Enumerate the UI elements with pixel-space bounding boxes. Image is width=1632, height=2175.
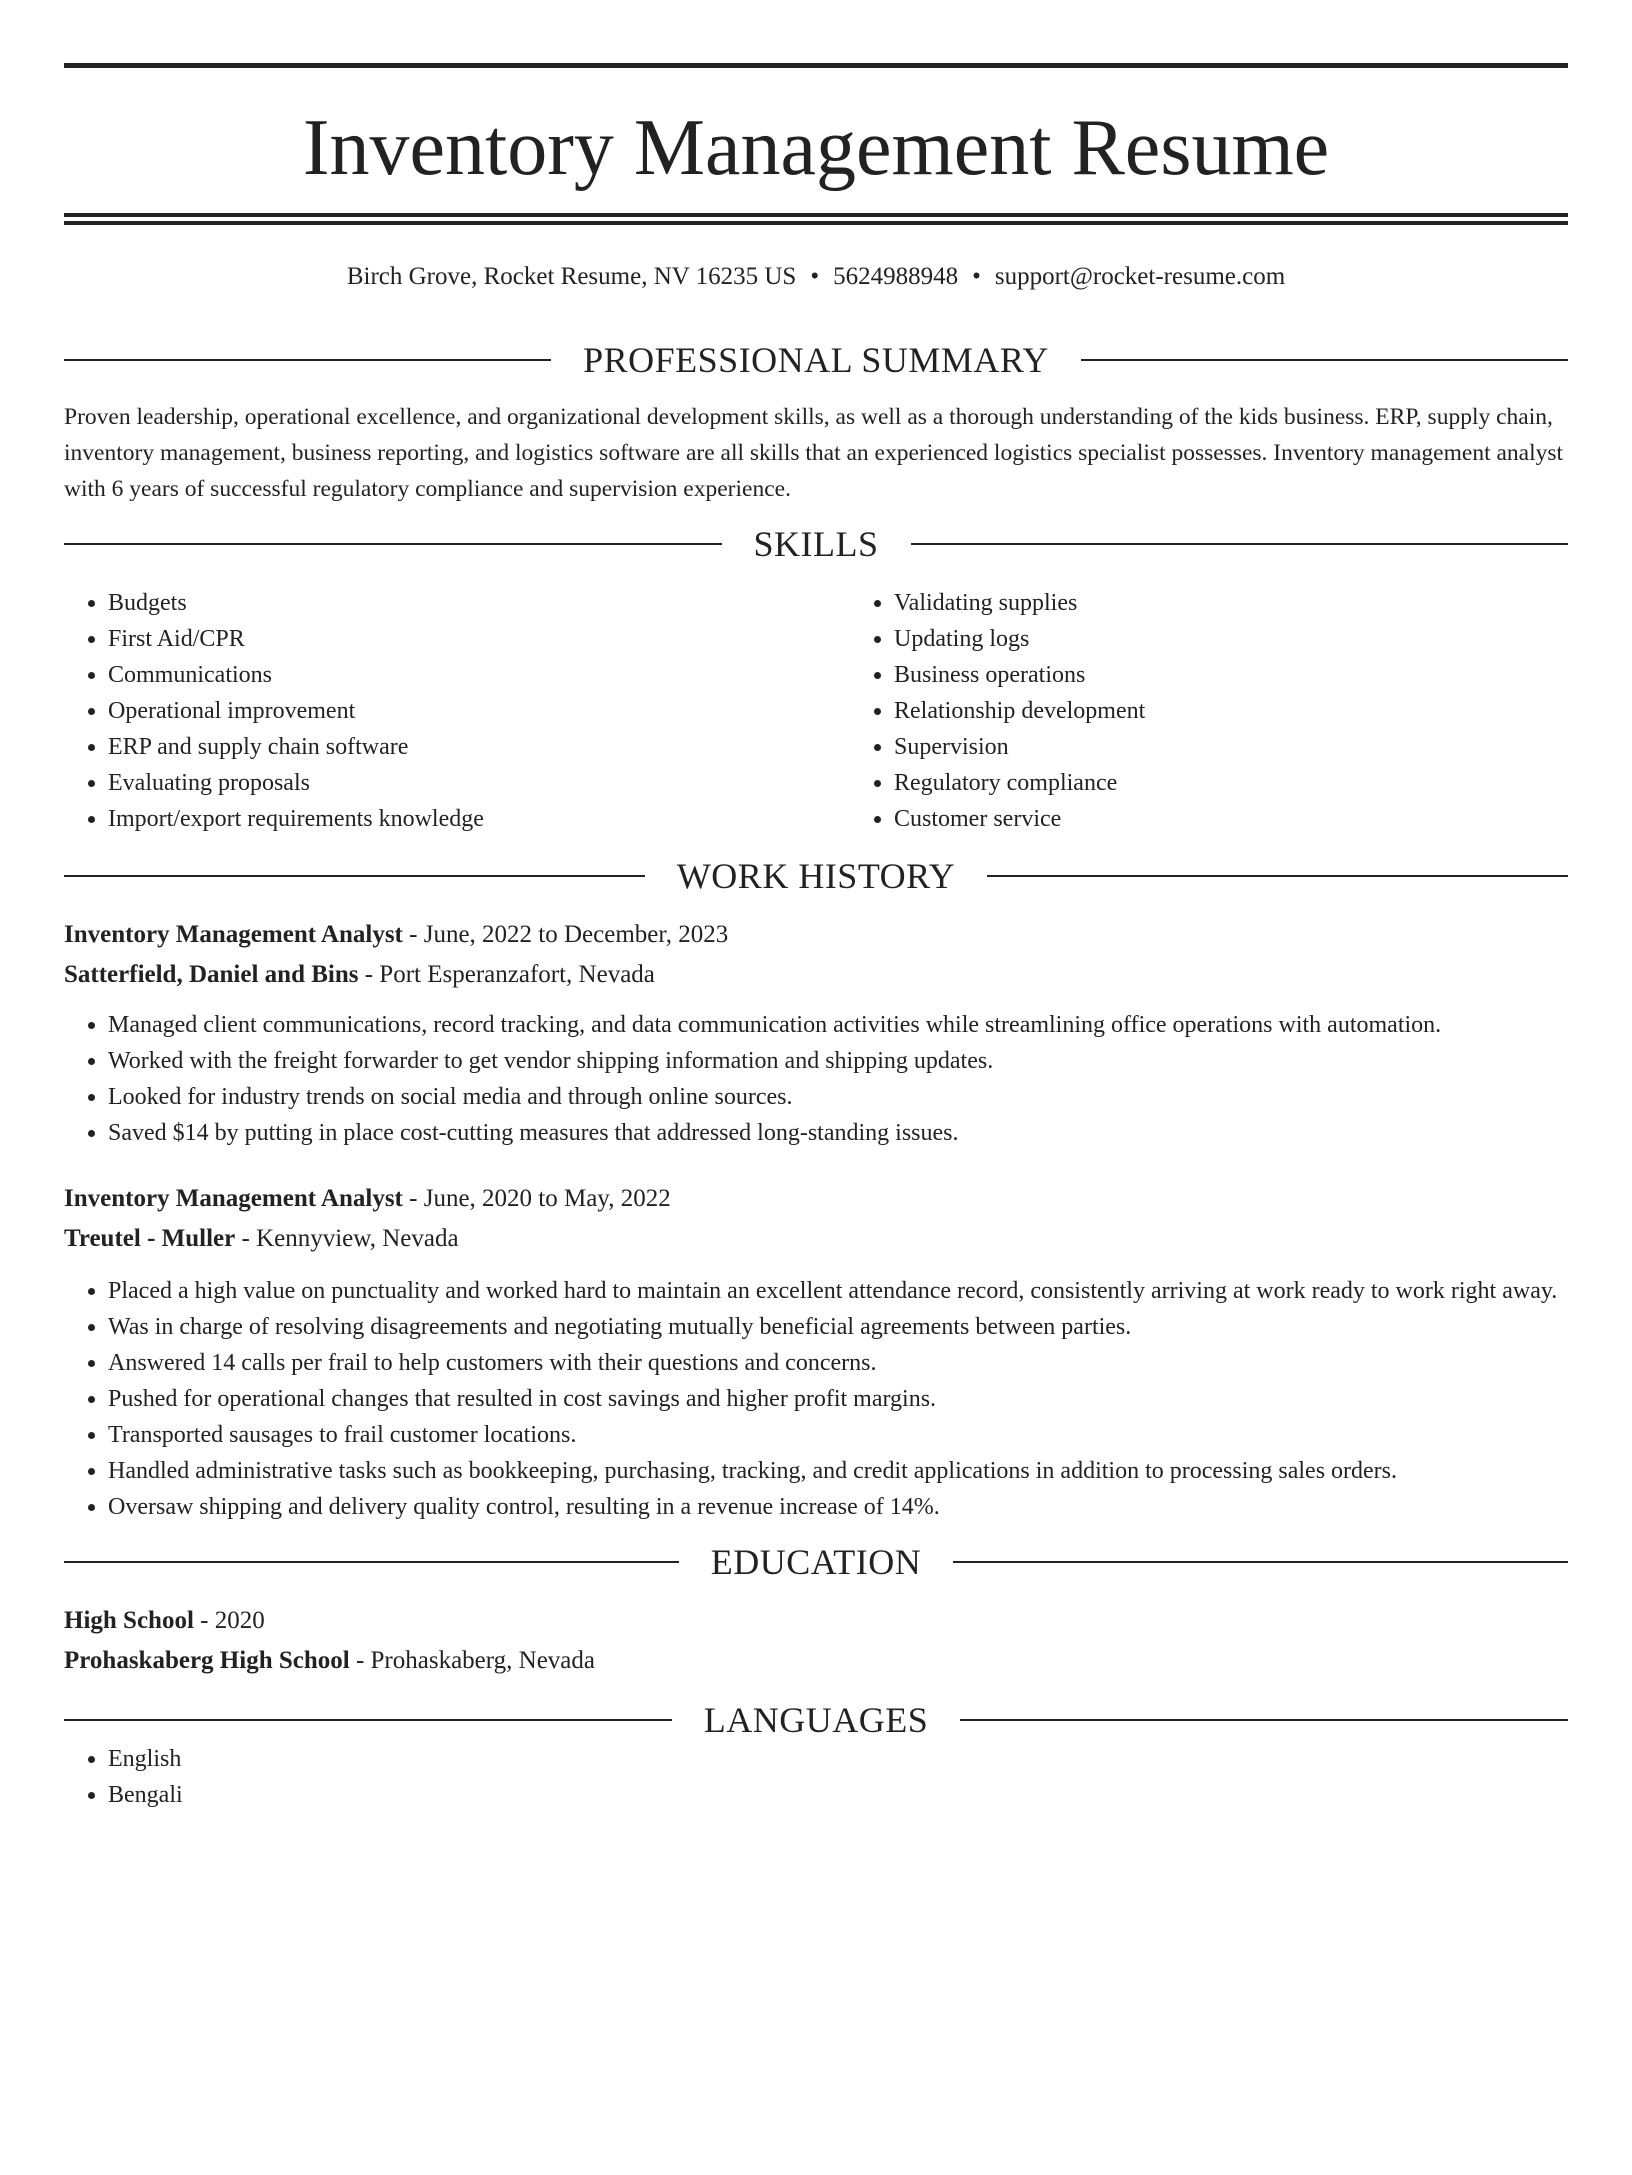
section-header-summary [64,339,1568,381]
section-title-skills: SKILLS [753,524,879,564]
header-rule [911,543,1569,545]
job-bullet: • Worked with the freight forwarder to get vendor shipping information and shipping updates. [108,1043,1568,1079]
header-rule [64,1719,672,1721]
header-rule [953,1561,1568,1563]
skill-item: • Operational improvement [108,693,850,729]
job-entry [64,1179,1568,1525]
job-location: - Port Esperanzafort, Nevada [358,961,655,988]
section-header-languages [64,1699,1568,1741]
language-item: • Bengali [108,1777,1568,1813]
resume-page [0,63,1632,2175]
skill-item: • Updating logs [894,621,1568,657]
header-rule [64,875,645,877]
header-rule [64,1561,679,1563]
header-rule [64,359,551,361]
job-bullet: • Transported sausages to frail customer locations. [108,1417,1568,1453]
skill-item: • Customer service [894,801,1568,837]
header-rule [64,543,722,545]
education-entry [64,1601,1568,1681]
job-title-line [64,915,1568,955]
job-title: Inventory Management Analyst [64,921,403,948]
skill-item: • First Aid/CPR [108,621,850,657]
job-dates: - June, 2020 to May, 2022 [402,1185,671,1212]
skills-list-left [64,585,850,837]
job-bullets [64,1007,1568,1151]
skill-item: • Regulatory compliance [894,765,1568,801]
degree: High School [64,1607,194,1634]
job-bullet: • Managed client communications, record tracking, and data communication activities while streamlining office operations with automation. [108,1007,1568,1043]
section-header-work [64,855,1568,897]
skill-item: • Budgets [108,585,850,621]
title-double-rule [64,213,1568,225]
header-rule [1081,359,1568,361]
job-dates: - June, 2022 to December, 2023 [402,921,729,948]
header-rule [960,1719,1568,1721]
section-title-summary: PROFESSIONAL SUMMARY [583,340,1049,380]
languages-list [64,1741,1568,1813]
contact-separator: • [972,263,981,290]
section-title-education: EDUCATION [710,1542,922,1582]
job-bullet: • Looked for industry trends on social media and through online sources. [108,1079,1568,1115]
section-title-work: WORK HISTORY [676,856,956,896]
graduation-year: - 2020 [193,1607,265,1634]
job-bullet: • Answered 14 calls per frail to help customers with their questions and concerns. [108,1345,1568,1381]
resume-title: Inventory Management Resume [302,104,1330,192]
job-company-line [64,955,1568,995]
section-title-languages: LANGUAGES [703,1700,929,1740]
header-rule [987,875,1568,877]
skill-item: • Validating supplies [894,585,1568,621]
section-header-skills [64,523,1568,565]
contact-separator: • [810,263,820,290]
school-line [64,1641,1568,1681]
skill-item: • Communications [108,657,850,693]
job-bullet: • Saved $14 by putting in place cost-cutting measures that addressed long-standing issues. [108,1115,1568,1151]
top-rule [64,63,1568,68]
job-company: Treutel - Muller [64,1225,236,1252]
job-location: - Kennyview, Nevada [235,1225,459,1252]
job-company: Satterfield, Daniel and Bins [64,961,359,988]
school-name: Prohaskaberg High School [64,1647,350,1674]
skill-item: • ERP and supply chain software [108,729,850,765]
summary-text: Proven leadership, operational excellence, and organizational development skills, as well as a thorough understanding of the kids business. ERP, supply chain, inventory management, business reporting, and logistics software are all skills that an experienced logistics specialist possesses. Inventory management analyst with 6 years of successful regulatory compliance and supervision experience. [64,404,1564,502]
contact-email: support@rocket-resume.com [994,263,1286,290]
skill-item: • Import/export requirements knowledge [108,801,850,837]
language-item: • English [108,1741,1568,1777]
contact-line [64,259,1568,295]
skill-item: • Relationship development [894,693,1568,729]
contact-phone: 5624988948 [833,263,959,290]
contact-address: Birch Grove, Rocket Resume, NV 16235 US [346,263,797,290]
skill-item: • Supervision [894,729,1568,765]
section-header-education [64,1541,1568,1583]
job-bullet: • Oversaw shipping and delivery quality control, resulting in a revenue increase of 14%. [108,1489,1568,1525]
job-entry [64,915,1568,1151]
school-location: - Prohaskaberg, Nevada [349,1647,595,1674]
job-bullet: • Handled administrative tasks such as bookkeeping, purchasing, tracking, and credit applications in addition to processing sales orders. [108,1453,1568,1489]
skill-item: • Evaluating proposals [108,765,850,801]
job-company-line [64,1219,1568,1259]
job-title: Inventory Management Analyst [64,1185,403,1212]
job-bullet: • Was in charge of resolving disagreements and negotiating mutually beneficial agreements between parties. [108,1309,1568,1345]
job-title-line [64,1179,1568,1219]
skills-grid [64,585,1568,837]
job-bullet: • Pushed for operational changes that resulted in cost savings and higher profit margins. [108,1381,1568,1417]
skills-list-right [850,585,1568,837]
job-bullets [64,1273,1568,1525]
degree-line [64,1601,1568,1641]
skill-item: • Business operations [894,657,1568,693]
job-bullet: • Placed a high value on punctuality and worked hard to maintain an excellent attendance record, consistently arriving at work ready to work right away. [108,1273,1568,1309]
